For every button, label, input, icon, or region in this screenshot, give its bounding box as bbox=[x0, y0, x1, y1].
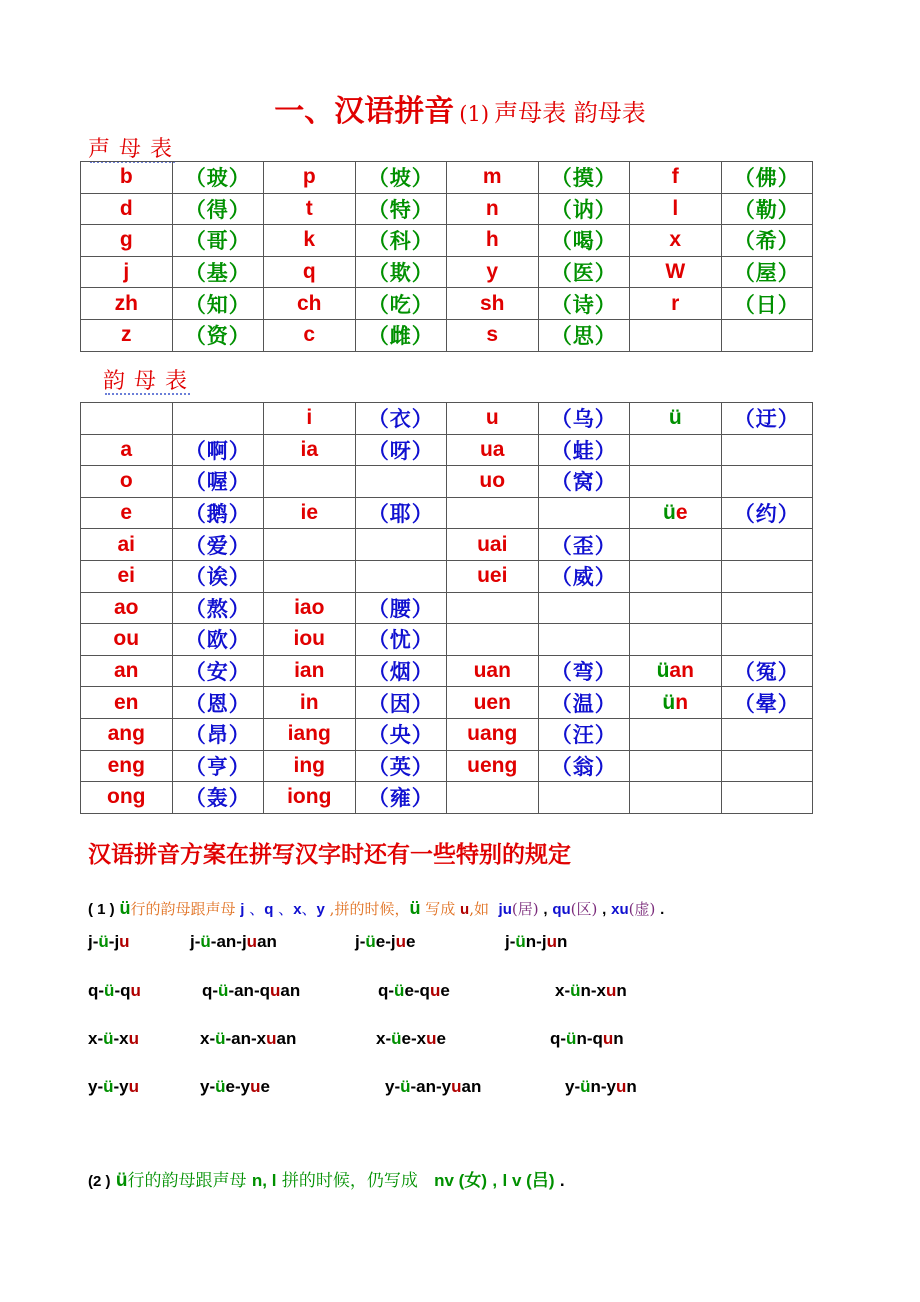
shengmu-hanzi-cell: （喝） bbox=[538, 225, 630, 257]
shengmu-pinyin-cell: g bbox=[81, 225, 173, 257]
spelling-example: q-ün-qun bbox=[550, 1029, 624, 1048]
yunmu-hanzi-cell: （威） bbox=[538, 560, 630, 592]
shengmu-row bbox=[81, 162, 813, 194]
yunmu-pinyin-cell: ueng bbox=[447, 750, 539, 782]
shengmu-hanzi-cell: （知） bbox=[172, 288, 264, 320]
yunmu-hanzi-cell: （耶） bbox=[355, 497, 447, 529]
yunmu-hanzi-cell bbox=[355, 529, 447, 561]
shengmu-row bbox=[81, 319, 813, 351]
yunmu-row bbox=[81, 782, 813, 814]
yunmu-hanzi-cell: （衣） bbox=[355, 403, 447, 435]
shengmu-hanzi-cell: （思） bbox=[538, 319, 630, 351]
yunmu-pinyin-cell: a bbox=[81, 434, 173, 466]
spelling-example: j-üe-jue bbox=[355, 932, 416, 951]
yunmu-hanzi-cell: （翁） bbox=[538, 750, 630, 782]
shengmu-hanzi-cell: （特） bbox=[355, 193, 447, 225]
spelling-example: y-üe-yue bbox=[200, 1077, 270, 1096]
yunmu-pinyin-cell bbox=[447, 782, 539, 814]
yunmu-pinyin-cell: ing bbox=[264, 750, 356, 782]
shengmu-pinyin-cell: c bbox=[264, 319, 356, 351]
yunmu-pinyin-cell bbox=[630, 750, 722, 782]
yunmu-hanzi-cell bbox=[538, 782, 630, 814]
yunmu-pinyin-cell bbox=[630, 592, 722, 624]
shengmu-hanzi-cell: （资） bbox=[172, 319, 264, 351]
spelling-example: x-ün-xun bbox=[555, 981, 627, 1000]
yunmu-pinyin-cell: eng bbox=[81, 750, 173, 782]
yunmu-hanzi-cell: （呀） bbox=[355, 434, 447, 466]
yunmu-pinyin-cell bbox=[447, 592, 539, 624]
yunmu-hanzi-cell: （英） bbox=[355, 750, 447, 782]
yunmu-hanzi-cell bbox=[721, 782, 813, 814]
yunmu-pinyin-cell: e bbox=[81, 497, 173, 529]
shengmu-pinyin-cell: n bbox=[447, 193, 539, 225]
yunmu-hanzi-cell: （烟） bbox=[355, 655, 447, 687]
spelling-example: q-üe-que bbox=[378, 981, 450, 1000]
yunmu-hanzi-cell: （歪） bbox=[538, 529, 630, 561]
yunmu-hanzi-cell bbox=[538, 624, 630, 656]
shengmu-pinyin-cell: f bbox=[630, 162, 722, 194]
yunmu-pinyin-cell: iou bbox=[264, 624, 356, 656]
yunmu-pinyin-cell: üan bbox=[630, 655, 722, 687]
yunmu-hanzi-cell bbox=[355, 560, 447, 592]
rule-1: ( 1 ) ü行的韵母跟声母 j 、q 、x、y ,拼的时候，ü 写成 u,如 ju(居) , qu(区) , xu(虚) . bbox=[88, 898, 665, 918]
yunmu-hanzi-cell bbox=[721, 466, 813, 498]
yunmu-pinyin-cell bbox=[264, 560, 356, 592]
yunmu-row bbox=[81, 624, 813, 656]
yunmu-pinyin-cell bbox=[630, 403, 722, 435]
yunmu-pinyin-cell bbox=[630, 560, 722, 592]
spelling-example: x-üe-xue bbox=[376, 1029, 446, 1048]
yunmu-pinyin-cell: in bbox=[264, 687, 356, 719]
shengmu-pinyin-cell: W bbox=[630, 256, 722, 288]
shengmu-hanzi-cell: （医） bbox=[538, 256, 630, 288]
yunmu-pinyin-cell: ua bbox=[447, 434, 539, 466]
yunmu-pinyin-cell: uen bbox=[447, 687, 539, 719]
yunmu-hanzi-cell: （冤） bbox=[721, 655, 813, 687]
yunmu-hanzi-cell: （欧） bbox=[172, 624, 264, 656]
shengmu-hanzi-cell: （吃） bbox=[355, 288, 447, 320]
yunmu-row bbox=[81, 560, 813, 592]
yunmu-pinyin-cell: ei bbox=[81, 560, 173, 592]
yunmu-hanzi-cell: （鹅） bbox=[172, 497, 264, 529]
yunmu-pinyin-cell: ian bbox=[264, 655, 356, 687]
shengmu-row bbox=[81, 256, 813, 288]
spelling-example: y-ün-yun bbox=[565, 1077, 637, 1096]
u-umlaut-mark: ü bbox=[656, 659, 670, 683]
yunmu-pinyin-cell bbox=[447, 624, 539, 656]
shengmu-pinyin-cell: b bbox=[81, 162, 173, 194]
yunmu-pinyin-cell: ao bbox=[81, 592, 173, 624]
yunmu-pinyin-cell bbox=[630, 466, 722, 498]
shengmu-hanzi-cell bbox=[721, 319, 813, 351]
shengmu-hanzi-cell: （得） bbox=[172, 193, 264, 225]
rule-2: (2 ) ü行的韵母跟声母 n, l 拼的时候，仍写成 nv (女) , l v (吕) . bbox=[88, 1170, 565, 1191]
spelling-example: q-ü-an-quan bbox=[202, 981, 301, 1000]
yunmu-pinyin-cell: ou bbox=[81, 624, 173, 656]
shengmu-pinyin-cell: d bbox=[81, 193, 173, 225]
yunmu-pinyin-cell: ie bbox=[264, 497, 356, 529]
shengmu-label: 声母表 bbox=[88, 137, 182, 162]
yunmu-hanzi-cell: （弯） bbox=[538, 655, 630, 687]
yunmu-pinyin-cell: ong bbox=[81, 782, 173, 814]
yunmu-pinyin-cell: u bbox=[447, 403, 539, 435]
spelling-example: q-ü-qu bbox=[88, 981, 141, 1000]
shengmu-pinyin-cell bbox=[630, 319, 722, 351]
yunmu-pinyin-cell: iang bbox=[264, 718, 356, 750]
shengmu-hanzi-cell: （屋） bbox=[721, 256, 813, 288]
yunmu-hanzi-cell: （腰） bbox=[355, 592, 447, 624]
yunmu-hanzi-cell: （约） bbox=[721, 497, 813, 529]
shengmu-pinyin-cell: ch bbox=[264, 288, 356, 320]
shengmu-hanzi-cell: （玻） bbox=[172, 162, 264, 194]
yunmu-table bbox=[80, 402, 813, 814]
yunmu-pinyin-cell: uei bbox=[447, 560, 539, 592]
yunmu-pinyin-cell bbox=[81, 403, 173, 435]
yunmu-hanzi-cell bbox=[172, 403, 264, 435]
yunmu-hanzi-cell bbox=[721, 529, 813, 561]
shengmu-pinyin-cell: l bbox=[630, 193, 722, 225]
yunmu-pinyin-cell bbox=[630, 624, 722, 656]
yunmu-pinyin-cell: en bbox=[81, 687, 173, 719]
yunmu-hanzi-cell bbox=[538, 497, 630, 529]
yunmu-pinyin-cell bbox=[630, 718, 722, 750]
yunmu-row bbox=[81, 497, 813, 529]
spelling-example: j-ü-ju bbox=[88, 932, 130, 951]
shengmu-row bbox=[81, 225, 813, 257]
yunmu-pinyin-cell: uai bbox=[447, 529, 539, 561]
shengmu-pinyin-cell: t bbox=[264, 193, 356, 225]
yunmu-hanzi-cell bbox=[721, 718, 813, 750]
u-umlaut-mark: ü bbox=[668, 406, 682, 430]
yunmu-hanzi-cell: （窝） bbox=[538, 466, 630, 498]
yunmu-pinyin-cell: i bbox=[264, 403, 356, 435]
page-title: 一、汉语拼音 (1) 声母表 韵母表 bbox=[274, 94, 646, 129]
shengmu-row bbox=[81, 193, 813, 225]
yunmu-pinyin-cell: ang bbox=[81, 718, 173, 750]
yunmu-hanzi-cell: （爱） bbox=[172, 529, 264, 561]
shengmu-pinyin-cell: h bbox=[447, 225, 539, 257]
shengmu-row bbox=[81, 288, 813, 320]
u-umlaut-mark: ü bbox=[662, 690, 676, 714]
yunmu-hanzi-cell: （晕） bbox=[721, 687, 813, 719]
shengmu-table bbox=[80, 161, 813, 352]
yunmu-row bbox=[81, 434, 813, 466]
shengmu-hanzi-cell: （科） bbox=[355, 225, 447, 257]
yunmu-row bbox=[81, 687, 813, 719]
shengmu-hanzi-cell: （欺） bbox=[355, 256, 447, 288]
u-umlaut-mark: ü bbox=[662, 501, 676, 525]
yunmu-hanzi-cell: （因） bbox=[355, 687, 447, 719]
shengmu-hanzi-cell: （讷） bbox=[538, 193, 630, 225]
yunmu-hanzi-cell: （雍） bbox=[355, 782, 447, 814]
yunmu-pinyin-cell: ai bbox=[81, 529, 173, 561]
shengmu-pinyin-cell: q bbox=[264, 256, 356, 288]
yunmu-hanzi-cell: （恩） bbox=[172, 687, 264, 719]
spelling-example: y-ü-yu bbox=[88, 1077, 140, 1096]
yunmu-hanzi-cell bbox=[538, 592, 630, 624]
shengmu-pinyin-cell: k bbox=[264, 225, 356, 257]
yunmu-hanzi-cell: （迂） bbox=[721, 403, 813, 435]
yunmu-pinyin-cell bbox=[630, 782, 722, 814]
yunmu-row bbox=[81, 750, 813, 782]
rules-heading: 汉语拼音方案在拼写汉字时还有一些特别的规定 bbox=[88, 842, 571, 868]
yunmu-hanzi-cell bbox=[721, 560, 813, 592]
shengmu-pinyin-cell: z bbox=[81, 319, 173, 351]
yunmu-hanzi-cell: （诶） bbox=[172, 560, 264, 592]
shengmu-hanzi-cell: （诗） bbox=[538, 288, 630, 320]
shengmu-hanzi-cell: （希） bbox=[721, 225, 813, 257]
spelling-example: y-ü-an-yuan bbox=[385, 1077, 482, 1096]
yunmu-pinyin-cell: uan bbox=[447, 655, 539, 687]
yunmu-row bbox=[81, 655, 813, 687]
yunmu-hanzi-cell: （忧） bbox=[355, 624, 447, 656]
shengmu-pinyin-cell: p bbox=[264, 162, 356, 194]
shengmu-pinyin-cell: s bbox=[447, 319, 539, 351]
yunmu-hanzi-cell: （昂） bbox=[172, 718, 264, 750]
shengmu-pinyin-cell: j bbox=[81, 256, 173, 288]
yunmu-hanzi-cell: （安） bbox=[172, 655, 264, 687]
yunmu-pinyin-cell: an bbox=[81, 655, 173, 687]
yunmu-row bbox=[81, 718, 813, 750]
yunmu-pinyin-cell: ia bbox=[264, 434, 356, 466]
yunmu-pinyin-cell: o bbox=[81, 466, 173, 498]
yunmu-hanzi-cell: （蛙） bbox=[538, 434, 630, 466]
yunmu-hanzi-cell: （啊） bbox=[172, 434, 264, 466]
shengmu-pinyin-cell: m bbox=[447, 162, 539, 194]
shengmu-pinyin-cell: zh bbox=[81, 288, 173, 320]
spelling-example: j-ün-jun bbox=[505, 932, 568, 951]
yunmu-hanzi-cell bbox=[721, 750, 813, 782]
yunmu-label: 韵母表 bbox=[103, 369, 197, 394]
shengmu-hanzi-cell: （日） bbox=[721, 288, 813, 320]
yunmu-row bbox=[81, 529, 813, 561]
shengmu-hanzi-cell: （坡） bbox=[355, 162, 447, 194]
yunmu-hanzi-cell: （央） bbox=[355, 718, 447, 750]
yunmu-hanzi-cell: （喔） bbox=[172, 466, 264, 498]
yunmu-hanzi-cell: （温） bbox=[538, 687, 630, 719]
yunmu-hanzi-cell bbox=[721, 434, 813, 466]
yunmu-hanzi-cell: （汪） bbox=[538, 718, 630, 750]
shengmu-pinyin-cell: x bbox=[630, 225, 722, 257]
shengmu-pinyin-cell: sh bbox=[447, 288, 539, 320]
yunmu-pinyin-cell: uo bbox=[447, 466, 539, 498]
shengmu-pinyin-cell: y bbox=[447, 256, 539, 288]
yunmu-pinyin-cell: iao bbox=[264, 592, 356, 624]
shengmu-hanzi-cell: （哥） bbox=[172, 225, 264, 257]
shengmu-hanzi-cell: （摸） bbox=[538, 162, 630, 194]
yunmu-pinyin-cell: iong bbox=[264, 782, 356, 814]
spelling-example: j-ü-an-juan bbox=[190, 932, 277, 951]
shengmu-hanzi-cell: （雌） bbox=[355, 319, 447, 351]
yunmu-hanzi-cell: （亨） bbox=[172, 750, 264, 782]
spelling-example: x-ü-xu bbox=[88, 1029, 140, 1048]
yunmu-pinyin-cell: ün bbox=[630, 687, 722, 719]
yunmu-row bbox=[81, 592, 813, 624]
yunmu-hanzi-cell: （乌） bbox=[538, 403, 630, 435]
yunmu-hanzi-cell bbox=[721, 592, 813, 624]
yunmu-pinyin-cell bbox=[264, 466, 356, 498]
yunmu-row bbox=[81, 466, 813, 498]
spelling-example: x-ü-an-xuan bbox=[200, 1029, 297, 1048]
shengmu-hanzi-cell: （佛） bbox=[721, 162, 813, 194]
yunmu-pinyin-cell: uang bbox=[447, 718, 539, 750]
yunmu-pinyin-cell bbox=[447, 497, 539, 529]
yunmu-hanzi-cell bbox=[355, 466, 447, 498]
yunmu-pinyin-cell bbox=[264, 529, 356, 561]
yunmu-pinyin-cell bbox=[630, 434, 722, 466]
yunmu-pinyin-cell bbox=[630, 529, 722, 561]
yunmu-hanzi-cell bbox=[721, 624, 813, 656]
shengmu-pinyin-cell: r bbox=[630, 288, 722, 320]
yunmu-pinyin-cell: üe bbox=[630, 497, 722, 529]
yunmu-hanzi-cell: （轰） bbox=[172, 782, 264, 814]
shengmu-hanzi-cell: （勒） bbox=[721, 193, 813, 225]
yunmu-row bbox=[81, 403, 813, 435]
yunmu-hanzi-cell: （熬） bbox=[172, 592, 264, 624]
shengmu-hanzi-cell: （基） bbox=[172, 256, 264, 288]
